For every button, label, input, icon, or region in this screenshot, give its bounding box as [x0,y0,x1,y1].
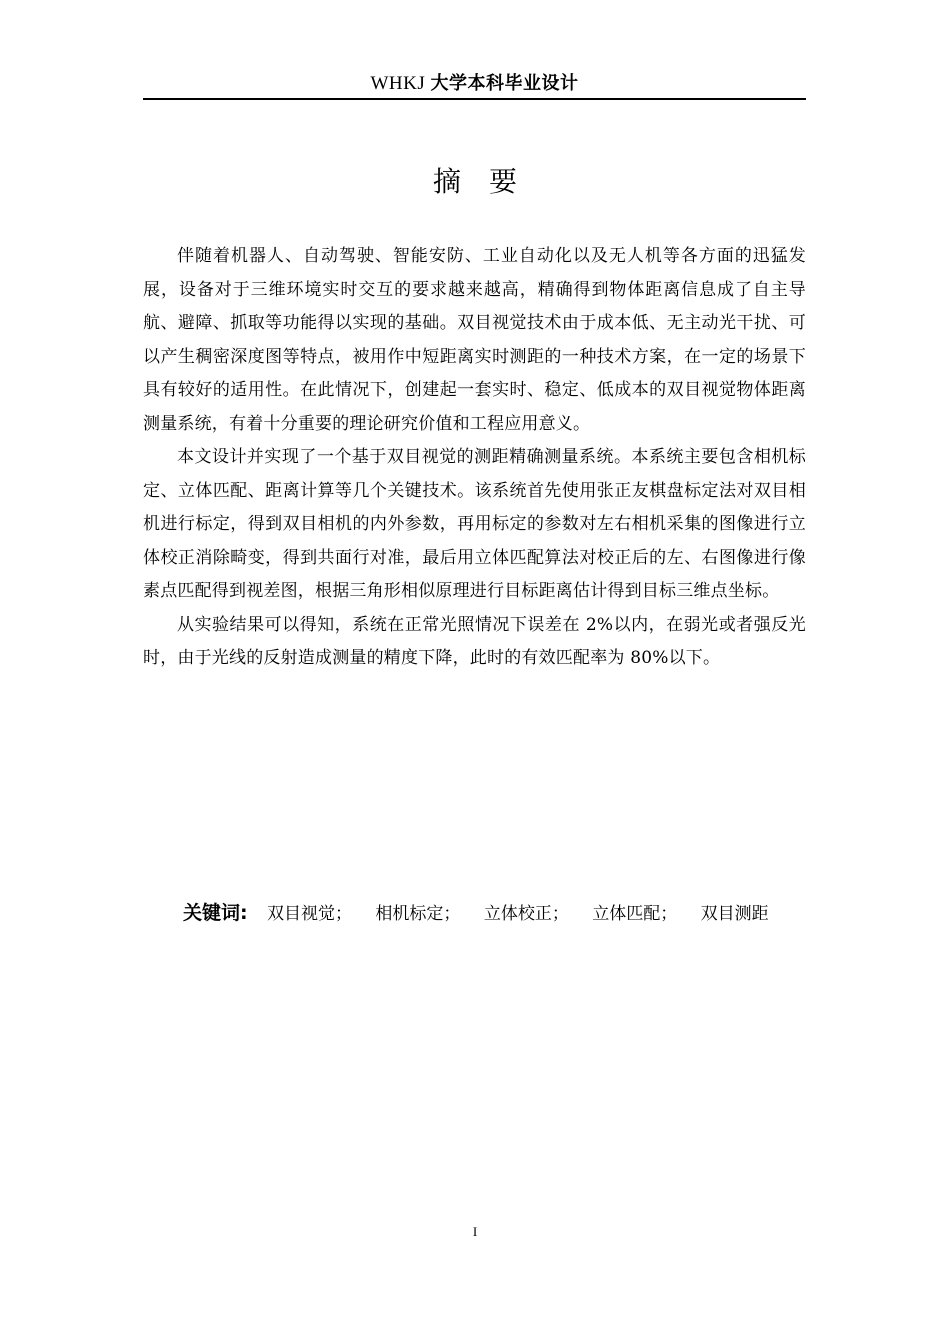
abstract-paragraph: 从实验结果可以得知，系统在正常光照情况下误差在 2%以内，在弱光或者强反光时，由于光线的反射造成测量的精度下降，此时的有效匹配率为 80%以下。 [143,614,806,668]
keywords-label: 关键词: [183,902,248,924]
page-number: I [472,1224,478,1239]
header-title: 大学本科毕业设计 [430,73,579,94]
keyword-item: 双目测距 [700,904,769,924]
abstract-paragraph: 伴随着机器人、自动驾驶、智能安防、工业自动化以及无人机等各方面的迅猛发展，设备对于三维环境实时交互的要求越来越高，精确得到物体距离信息成了自主导航、避障、抓取等功能得以实现的基础。双目视觉技术由于成本低、无主动光干扰、可以产生稠密深度图等特点，被用作中短距离实时测距的一种技术方案，在一定的场景下具有较好的适用性。在此情况下，创建起一套实时、稳定、低成本的双目视觉物体距离测量系统，有着十分重要的理论研究价值和工程应用意义。 [143,246,806,434]
keywords-line [183,898,803,929]
abstract-paragraph: 本文设计并实现了一个基于双目视觉的测距精确测量系统。本系统主要包含相机标定、立体匹配、距离计算等几个关键技术。该系统首先使用张正友棋盘标定法对双目相机进行标定，得到双目相机的内外参数，再用标定的参数对左右相机采集的图像进行立体校正消除畸变，得到共面行对准，最后用立体匹配算法对校正后的左、右图像进行像素点匹配得到视差图，根据三角形相似原理进行目标距离估计得到目标三维点坐标。 [143,447,806,601]
abstract-body [143,240,806,676]
page-header [143,70,806,100]
keyword-item: 立体匹配； [592,904,678,924]
abstract-title: 摘要 [432,165,545,198]
header-rule [143,98,806,100]
header-prefix: WHKJ [370,73,426,94]
keyword-item: 立体校正； [483,904,569,924]
keyword-item: 相机标定； [375,904,461,924]
header-text [370,73,578,94]
keyword-item: 双目视觉； [267,904,353,924]
